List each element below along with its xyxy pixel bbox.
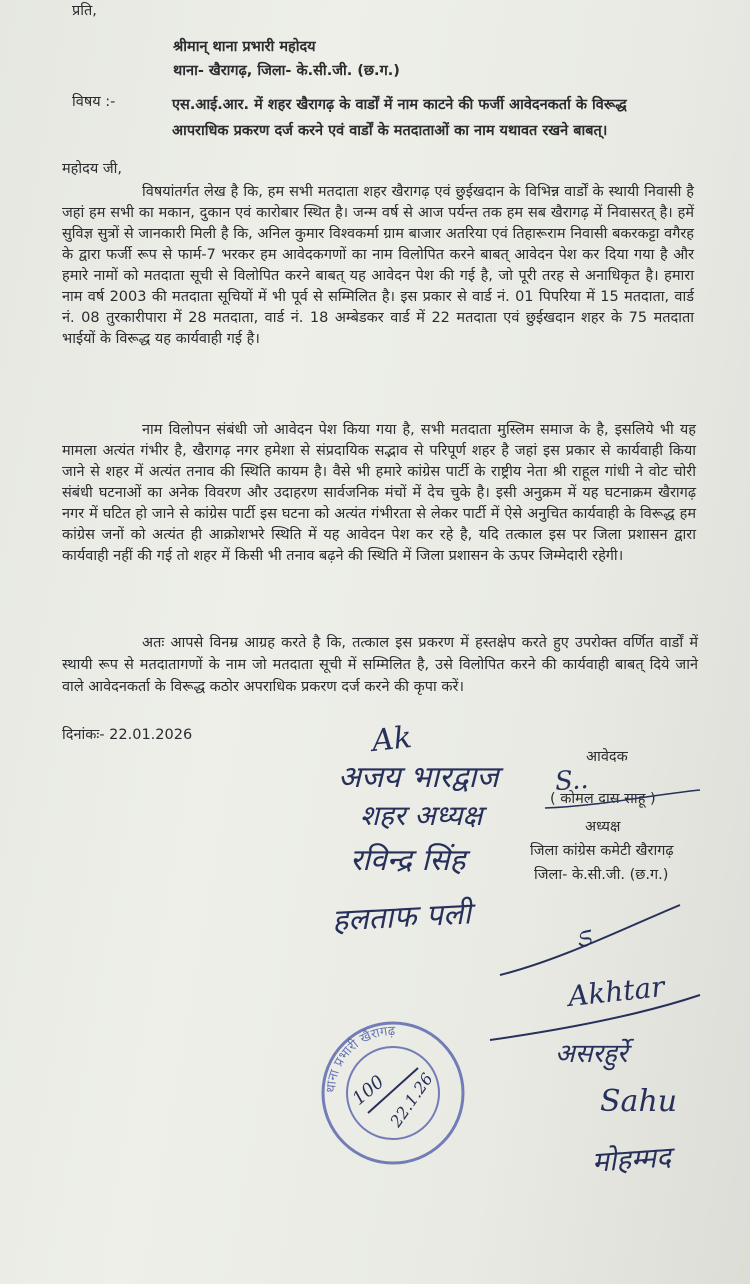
signature-1-title: शहर अध्यक्ष: [360, 799, 483, 832]
signature-6: असरहुर्रे: [555, 1039, 628, 1069]
signature-5: Akhtar: [566, 970, 667, 1013]
recipient-line-2: थाना- खैरागढ़, जिला- के.सी.जी. (छ.ग.): [173, 63, 400, 79]
paragraph-3: अतः आपसे विनम्र आग्रह करते है कि, तत्काल इस प्रकरण में हस्तक्षेप करते हुए उपरोक्त वर्णित वार्डों में स्थायी रूप से मतदातागणों के नाम जो मतदाता सूची में सम्मिलित है, उसे विलोपित करने की कार्यवाही बाबत् दिये जाने वाले आवेदनकर्ता के विरूद्ध कठोर अपराधिक प्रकरण दर्ज करने की कृपा करें।: [62, 635, 698, 695]
signature-3-name: हलताफ पली: [331, 896, 472, 939]
signature-8: मोहम्मद: [590, 1140, 672, 1179]
paragraph-2: नाम विलोपन संबंधी जो आवेदन पेश किया गया है, सभी मतदाता मुस्लिम समाज के है, इसलिये भी यह मामला अत्यंत गंभीर है, खैरागढ़ नगर हमेशा से संप्रदायिक सद्भाव से परिपूर्ण शहर है जहां इस प्रकार से कार्यवाही किया जाने से शहर में अत्यंत तनाव की स्थिति कायम है। वैसे भी हमारे कांग्रेस पार्टी के राष्ट्रीय नेता श्री राहूल गांधी ने वोट चोरी संबंधी घटनाओं का अनेक विवरण और उदाहरण सार्वजनिक मंचों में देच चुके है। इसी अनुक्रम में यह घटनाक्रम खैरागढ़ नगर में घटित हो जाने से कांग्रेस पार्टी इस घटना को अत्यंत गंभीरता से लेकर पार्टी में ऐसे अनुचित कार्यवाही के विरूद्ध हम कांग्रेस जनों को अत्यंत ही आक्रोशभरे स्थिति में यह आवेदन पेश कर रहे है, यदि तत्काल इस पर जिला प्रशासन द्वारा कार्यवाही नहीं की गई तो शहर में किसी भी तनाव बढ़ने की स्थिति में जिला प्रशासन के ऊपर जिम्मेदारी रहेगी।: [62, 422, 696, 564]
salutation-prefix: प्रति,: [72, 3, 97, 19]
applicant-designation: अध्यक्ष: [585, 819, 621, 835]
applicant-signature: S..: [553, 764, 590, 798]
signature-4: ಽ: [571, 918, 595, 957]
police-station-stamp: [318, 1018, 468, 1168]
paragraph-1: विषयांतर्गत लेख है कि, हम सभी मतदाता शहर खैरागढ़ एवं छुईखदान के विभिन्न वार्डों के स्थायी निवासी है जहां हम सभी का मकान, दुकान एवं कारोबार स्थित है। जन्म वर्ष से आज पर्यन्त तक हम सब खैरागढ़ में निवासरत् है। हमें सुविज्ञ सुत्रों से जानकारी मिली है कि, अनिल कुमार विश्वकर्मा ग्राम बाजार अतरिया एवं तिहारूराम निवासी बकरकट्टा वगैरह के द्वारा फर्जी रूप से फार्म-7 भरकर हम आवेदकगणों का नाम विलोपित करने बाबत् आवेदन पेश कर दिया गया है और हमारे नामों को मतदाता सूची से विलोपित करने बाबत् यह आवेदन पेश की गई है, जो पूरी तरह से अनाधिकृत है। हमारा नाम वर्ष 2003 की मतदाता सूचियों में भी पूर्व से सम्मिलित है। इस प्रकार से वार्ड नं. 01 पिपरिया में 15 मतदाता, वार्ड नं. 08 तुरकारीपारा में 28 मतदाता, वार्ड नं. 18 अम्बेडकर वार्ड में 22 मतदाता एवं छुईखदान शहर के 75 मतदाता भाईयों के विरूद्ध यह कार्यवाही गई है।: [62, 184, 694, 347]
applicant-label: आवेदक: [586, 749, 628, 765]
date-value: 22.01.2026: [109, 727, 193, 743]
date-label-text: दिनांकः-: [62, 727, 105, 743]
signature-2-name: रविन्द्र सिंह: [350, 843, 466, 878]
signature-1-initials: Ak: [370, 720, 414, 759]
applicant-org: जिला कांग्रेस कमेटी खैरागढ़: [530, 843, 674, 859]
stamp-inner-number: 100: [348, 1071, 389, 1110]
signature-1-name: अजय भारद्वाज: [338, 760, 499, 795]
stamp-inner-date: 22.1.26: [386, 1069, 437, 1131]
applicant-district: जिला- के.सी.जी. (छ.ग.): [534, 867, 669, 883]
stamp-ring-text: थाना प्रभारी खैरागढ़: [323, 1023, 396, 1094]
subject-line-2: आपराधिक प्रकरण दर्ज करने एवं वार्डों के मतदाताओं का नाम यथावत रखने बाबत्।: [172, 123, 608, 139]
greeting: महोदय जी,: [62, 161, 122, 177]
applicant-name: ( कोमल दास साहू ): [550, 791, 656, 807]
subject-line-1: एस.आई.आर. में शहर खैरागढ़ के वार्डों में नाम काटने की फर्जी आवेदनकर्ता के विरूद्ध: [172, 97, 627, 113]
recipient-line-1: श्रीमान् थाना प्रभारी महोदय: [173, 39, 316, 55]
signature-7: Sahu: [600, 1084, 678, 1119]
subject-label: विषय :-: [72, 94, 116, 110]
